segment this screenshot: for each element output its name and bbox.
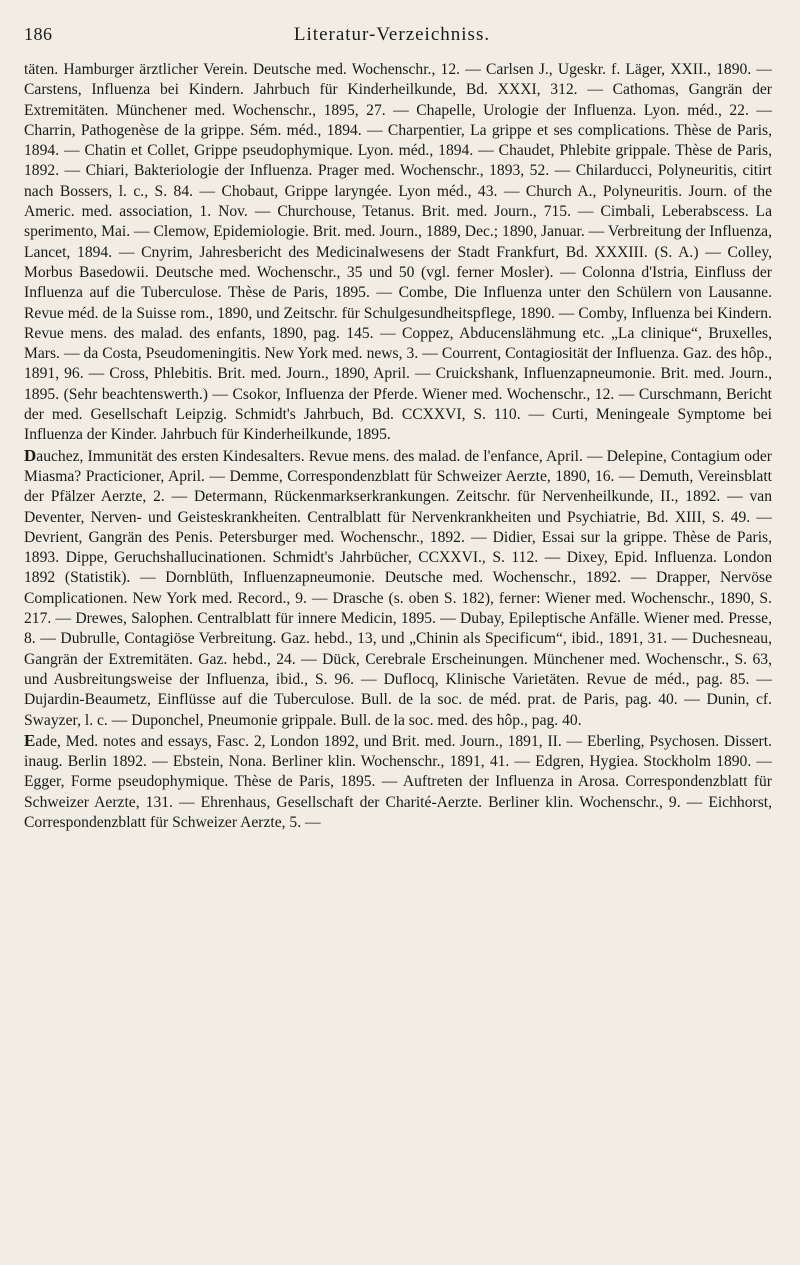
page-header	[24, 24, 760, 50]
section-initial-d: D	[24, 445, 37, 465]
page-number: 186	[24, 24, 53, 44]
bibliography-text	[24, 60, 772, 833]
running-title: Literatur-Verzeichniss.	[293, 24, 491, 45]
paragraph-text: ade, Med. notes and essays, Fasc. 2, London 1892, und Brit. med. Journ., 1891, II. — Eberling, Psychosen. Dissert. inaug. Berlin 1892. — Ebstein, Nona. Berliner klin. Wochenschr., 1891, 41. — Edgren, Hygiea. Stockholm 1890. — Egger, Forme pseudophymique. Thèse de Paris, 1895. — Auftreten der Influenza in Arosa. Correspondenzblatt für Schweizer Aerzte, 131. — Ehrenhaus, Gesellschaft der Charité-Aerzte. Berliner klin. Wochenschr., 9. — Eichhorst, Correspondenzblatt für Schweizer Aerzte, 5. —	[24, 732, 772, 831]
bibliography-paragraph-d	[24, 446, 772, 731]
section-initial-e: E	[24, 730, 36, 750]
bibliography-paragraph-c	[24, 60, 772, 446]
paragraph-text: täten. Hamburger ärztlicher Verein. Deutsche med. Wochenschr., 12. — Carlsen J., Ugeskr. f. Läger, XXII., 1890. — Carstens, Influenza bei Kindern. Jahrbuch für Kinderheilkunde, Bd. XXXI, 312. — Cathomas, Gangrän der Extremitäten. Münchener med. Wochenschr., 1895, 27. — Chapelle, Urologie der Influenza. Lyon. méd., 22. — Charrin, Pathogenèse de la grippe. Sém. méd., 1894. — Charpentier, La grippe et ses complications. Thèse de Paris, 1894. — Chatin et Collet, Grippe pseudophymique. Lyon. méd., 1894. — Chaudet, Phlebite grippale. Thèse de Paris, 1892. — Chiari, Bakteriologie der Influenza. Prager med. Wochenschr., 1893, 52. — Chilarducci, Polyneuritis, citirt nach Bossers, l. c., S. 84. — Chobaut, Grippe laryngée. Lyon méd., 43. — Church A., Polyneuritis. Journ. of the Americ. med. association, 1. Nov. — Churchouse, Tetanus. Brit. med. Journ., 715. — Cimbali, Leberabscess. La sperimento, Mai. — Clemow, Epidemiologie. Brit. med. Journ., 1889, Dec.; 1890, Januar. — Verbreitung der Influenza, Lancet, 1894. — Cnyrim, Jahresbericht des Medicinalwesens der Stadt Frankfurt, Bd. XXXIII. (S. A.) — Colley, Morbus Basedowii. Deutsche med. Wochenschr., 35 und 50 (vgl. ferner Mosler). — Colonna d'Istria, Einfluss der Influenza auf die Tuberculose. Thèse de Paris, 1895. — Combe, Die Influenza unter den Schülern von Lausanne. Revue méd. de la Suisse rom., 1890, und Zeitschr. für Schulgesundheitspflege, 1890. — Comby, Influenza bei Kindern. Revue mens. des malad. des enfants, 1890, pag. 145. — Coppez, Abducenslähmung etc. „La clinique“, Bruxelles, Mars. — da Costa, Pseudomeningitis. New York med. news, 3. — Courrent, Contagiosität der Influenza. Gaz. des hôp., 1891, 96. — Cross, Phlebitis. Brit. med. Journ., 1890, April. — Cruickshank, Influenzapneumonie. Brit. med. Journ., 1895. (Sehr beachtenswerth.) — Csokor, Influenza der Pferde. Wiener med. Wochenschr., 12. — Curschmann, Bericht der med. Gesellschaft Leipzig. Schmidt's Jahrbuch, Bd. CCXXVI, S. 110. — Curti, Meningeale Symptome bei Influenza der Kinder. Jahrbuch für Kinderheilkunde, 1895.	[24, 61, 772, 444]
paragraph-text: auchez, Immunität des ersten Kindesalters. Revue mens. des malad. de l'enfance, April. — Delepine, Contagium oder Miasma? Practicioner, April. — Demme, Correspondenzblatt für Schweizer Aerzte, 1890, 16. — Demuth, Vereinsblatt der Pfälzer Aerzte, 2. — Determann, Rückenmarkserkrankungen. Zeitschr. für Nervenheilkunde, II., 1892. — van Deventer, Nerven- und Geisteskrankheiten. Centralblatt für Nervenkrankheiten und Psychiatrie, Bd. XIII, S. 49. — Devrient, Gangrän des Penis. Petersburger med. Wochenschr., 1892. — Didier, Essai sur la grippe. Thèse de Paris, 1893. Dippe, Geruchshallucinationen. Schmidt's Jahrbücher, CCXXVI., S. 112. — Dixey, Epid. Influenza. London 1892 (Statistik). — Dornblüth, Influenzapneumonie. Deutsche med. Wochenschr., 1892. — Drapper, Nervöse Complicationen. New York med. Record., 9. — Drasche (s. oben S. 182), ferner: Wiener med. Wochenschr., 1890, S. 217. — Drewes, Salophen. Centralblatt für innere Medicin, 1895. — Dubay, Epileptische Anfälle. Wiener med. Presse, 8. — Dubrulle, Contagiöse Verbreitung. Gaz. hebd., 13, und „Chinin als Specificum“, ibid., 1891, 31. — Duchesneau, Gangrän der Extremitäten. Gaz. hebd., 24. — Dück, Cerebrale Erscheinungen. Münchener med. Wochenschr., S. 63, und Ausbreitungsweise der Influenza, ibid., S. 96. — Duflocq, Klinische Varietäten. Revue de méd., pag. 85. — Dujardin-Beaumetz, Einflüsse auf die Tuberculose. Bull. de la soc. de méd. prat. de Paris, pag. 40. — Dunin, cf. Swayzer, l. c. — Duponchel, Pneumonie grippale. Bull. de la soc. med. des hôp., pag. 40.	[24, 447, 772, 729]
bibliography-paragraph-e	[24, 731, 772, 833]
